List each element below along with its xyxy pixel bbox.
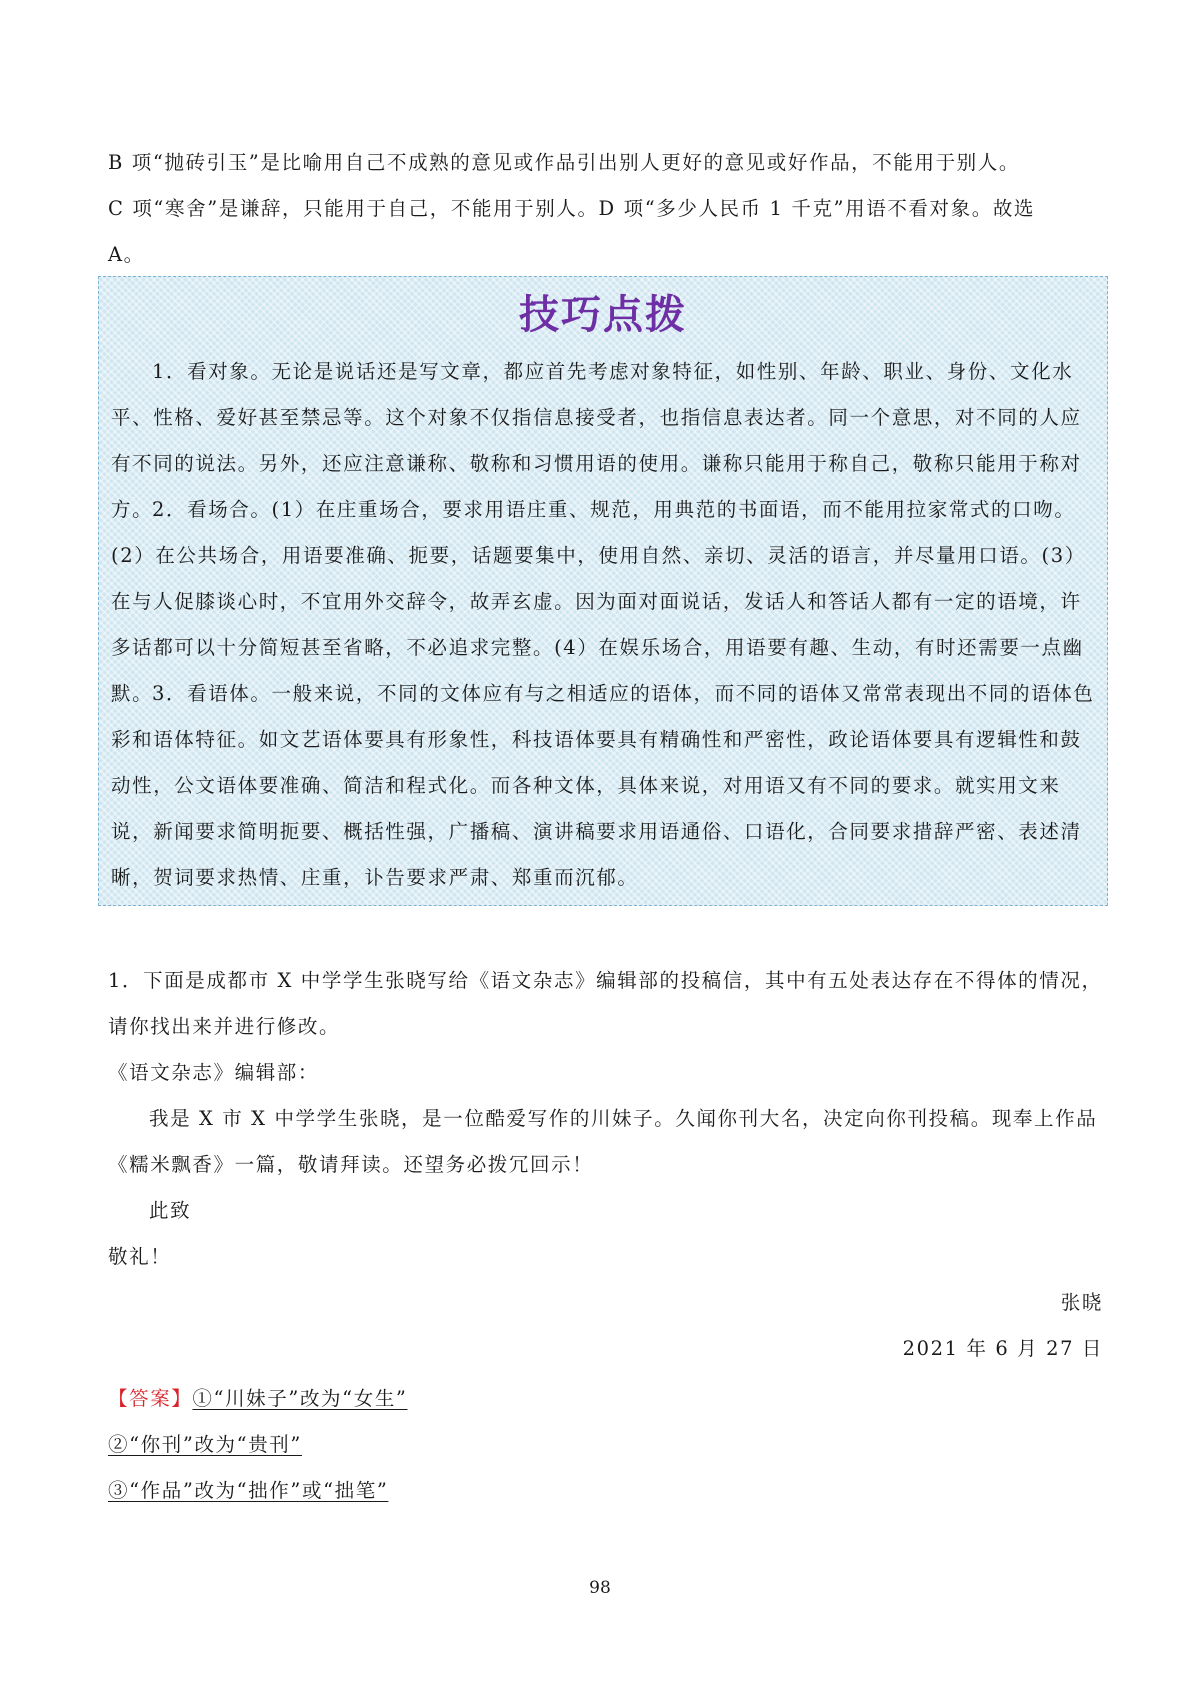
tip-paragraph-object: 1．看对象。无论是说话还是写文章，都应首先考虑对象特征，如性别、年龄、职业、身份、文化水平、性格、爱好甚至禁忌等。这个对象不仅指信息接受者，也指信息表达者。同一个意思，对不同的人应有不同的说法。另外，还应注意谦称、敬称和习惯用语的使用。谦称只能用于称自己，敬称只能用于称对方。 xyxy=(111,360,1082,521)
tips-title: 技巧点拨 xyxy=(519,292,687,338)
letter-closing-1: 此致 xyxy=(149,1199,192,1222)
answer-item: ②“你刊”改为“贵刊” xyxy=(108,1433,302,1456)
page-number: 98 xyxy=(589,1578,611,1598)
letter-signature: 张晓 xyxy=(1060,1291,1103,1314)
letter-date: 2021 年 6 月 27 日 xyxy=(902,1337,1103,1360)
letter-body: 我是 X 市 X 中学学生张晓，是一位酷爱写作的川妹子。久闻你刊大名，决定向你刊投稿。现奉上作品《糯米飘香》一篇，敬请拜读。还望务必拨冗回示！ xyxy=(108,1107,1098,1176)
answer-item: ①“川妹子”改为“女生” xyxy=(192,1387,408,1410)
answer-item: ③“作品”改为“拙作”或“拙笔” xyxy=(108,1479,389,1502)
intro-line-3: A。 xyxy=(108,243,145,266)
letter-closing-2: 敬礼！ xyxy=(108,1245,172,1268)
tip-paragraph-occasion: 2．看场合。(1）在庄重场合，要求用语庄重、规范，用典范的书面语，而不能用拉家常式的口吻。(2）在公共场合，用语要准确、扼要，话题要集中，使用自然、亲切、灵活的语言，并尽量用口语。(3）在与人促膝谈心时，不宜用外交辞令，故弄玄虚。因为面对面说话，发话人和答话人都有一定的语境，许多话都可以十分简短甚至省略，不必追求完整。(4）在娱乐场合，用语要有趣、生动，有时还需要一点幽默。 xyxy=(111,498,1086,705)
question-stem: 1．下面是成都市 X 中学学生张晓写给《语文杂志》编辑部的投稿信，其中有五处表达存在不得体的情况，请你找出来并进行修改。 xyxy=(108,969,1103,1038)
letter-salutation: 《语文杂志》编辑部： xyxy=(108,1061,320,1084)
tips-box xyxy=(98,276,1108,906)
tip-paragraph-style: 3．看语体。一般来说，不同的文体应有与之相适应的语体，而不同的语体又常常表现出不同的语体色彩和语体特征。如文艺语体要具有形象性，科技语体要具有精确性和严密性，政论语体要具有逻辑性和鼓动性，公文语体要准确、简洁和程式化。而各种文体，具体来说，对用语又有不同的要求。就实用文来说，新闻要求简明扼要、概括性强，广播稿、演讲稿要求用语通俗、口语化，合同要求措辞严密、表述清晰，贺词要求热情、庄重，讣告要求严肃、郑重而沉郁。 xyxy=(111,682,1095,889)
answer-line-3 xyxy=(108,1468,1103,1514)
intro-line-2: C 项“寒舍”是谦辞，只能用于自己，不能用于别人。D 项“多少人民币 1 千克”用语不看对象。故选 xyxy=(108,197,1036,220)
answer-tag: 【答案】 xyxy=(108,1387,193,1410)
answer-line-1 xyxy=(108,1376,1103,1422)
answer-line-2 xyxy=(108,1422,1103,1468)
intro-line-1: B 项“抛砖引玉”是比喻用自己不成熟的意见或作品引出别人更好的意见或好作品，不能用于别人。 xyxy=(108,151,1020,174)
